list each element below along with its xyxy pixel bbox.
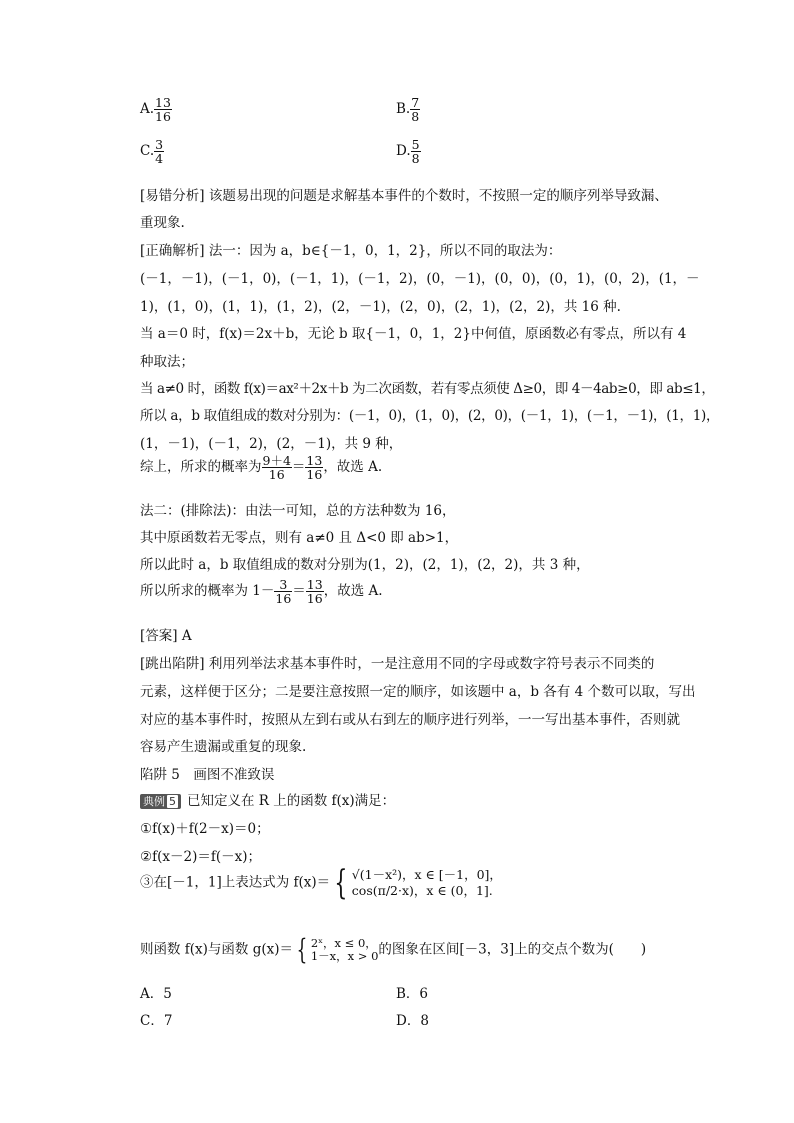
question xyxy=(140,933,647,966)
option-a xyxy=(140,96,172,123)
denominator: 16 xyxy=(306,467,323,483)
fraction xyxy=(411,138,421,165)
choice-c: C．7 xyxy=(140,1013,173,1029)
text: ，故选 A. xyxy=(323,583,383,600)
pitfall-line: 容易产生遗漏或重复的现象. xyxy=(140,739,307,755)
fraction xyxy=(305,454,323,481)
solution-line: 种取法； xyxy=(140,354,194,370)
solution-line: 所以此时 a，b 取值组成的数对分别为(1，2)，(2，1)，(2，2)，共 3 种， xyxy=(140,557,590,573)
text: 综上，所求的概率为 xyxy=(140,459,262,476)
numerator: 13 xyxy=(306,453,323,468)
denominator: 4 xyxy=(155,151,164,167)
numerator: 3 xyxy=(155,137,164,152)
text: 所以所求的概率为 1－ xyxy=(140,583,275,600)
denominator: 16 xyxy=(275,591,292,607)
piecewise-cases xyxy=(352,867,502,899)
pitfall-line: 对应的基本事件时，按照从左到右或从右到左的顺序进行列举，一一写出基本事件，否则就 xyxy=(140,712,680,728)
solution-line: (－1，－1)，(－1，0)，(－1，1)，(－1，2)，(0，－1)，(0，0)，(0，1)，(0，2)，(1，－ xyxy=(140,271,700,287)
case: cos(π/2·x)，x ∈ (0，1]. xyxy=(351,883,493,898)
condition-1: ①f(x)＋f(2－x)＝0； xyxy=(140,821,270,837)
fraction xyxy=(306,578,324,605)
denominator: 16 xyxy=(306,591,323,607)
text: 的图象在区间[－3，3]上的交点个数为( ) xyxy=(378,941,647,958)
choice-d: D．8 xyxy=(396,1013,429,1029)
numerator: 5 xyxy=(411,137,420,152)
choice-a: A．5 xyxy=(140,986,172,1002)
option-c xyxy=(140,138,164,165)
pitfall-line: [跳出陷阱] 利用列举法求基本事件时，一是注意用不同的字母或数字符号表示不同类的 xyxy=(140,656,655,672)
denominator: 16 xyxy=(155,109,171,125)
solution-line: 所以 a，b 取值组成的数对分别为：(－1，0)，(1，0)，(2，0)，(－1，1)，(－1，－1)，(1，1)， xyxy=(140,408,720,424)
numerator: 9＋4 xyxy=(262,453,291,468)
equals: ＝ xyxy=(291,459,306,476)
text: 则函数 f(x)与函数 g(x)＝ xyxy=(140,941,294,958)
case: 2ˣ，x ≤ 0， xyxy=(310,936,377,950)
solution-line: [正确解析] 法一：因为 a，b∈{－1，0，1，2}，所以不同的取法为： xyxy=(140,243,562,259)
equals: ＝ xyxy=(292,583,306,600)
solution-line: 当 a≠0 时，函数 f(x)＝ax²＋2x＋b 为二次函数，若有零点须使 Δ≥0，即 4－4ab≥0，即 ab≤1， xyxy=(140,381,715,397)
piecewise-cases xyxy=(311,937,379,963)
option-label: D. xyxy=(396,143,411,160)
fraction xyxy=(410,96,420,123)
choice-b: B．6 xyxy=(396,986,429,1002)
numerator: 13 xyxy=(306,577,323,592)
option-label: B. xyxy=(396,101,411,118)
error-analysis-line: [易错分析] 该题易出现的问题是求解基本事件的个数时，不按照一定的顺序列举导致漏、 xyxy=(140,188,668,204)
probability-line xyxy=(140,578,383,605)
denominator: 8 xyxy=(411,151,420,167)
example-badge xyxy=(140,794,181,809)
option-d xyxy=(396,138,421,165)
option-label: C. xyxy=(140,143,155,160)
option-b xyxy=(396,96,420,123)
numerator: 3 xyxy=(274,578,292,592)
error-analysis-line: 重现象. xyxy=(140,215,185,231)
case: √(1－x²)，x ∈ [－1，0]， xyxy=(351,867,502,882)
text: ，故选 A. xyxy=(323,459,383,476)
left-brace: { xyxy=(334,863,348,903)
case: 1－x，x > 0 xyxy=(310,949,379,963)
condition-2: ②f(x－2)＝f(－x)； xyxy=(140,849,261,865)
probability-line xyxy=(140,454,382,481)
denominator: 16 xyxy=(268,467,285,483)
left-brace: { xyxy=(296,933,308,966)
section-title: 陷阱 5 画图不准致误 xyxy=(140,767,275,783)
fraction xyxy=(262,454,292,481)
numerator: 13 xyxy=(155,95,171,110)
stem-text: 已知定义在 R 上的函数 f(x)满足： xyxy=(187,793,396,809)
pitfall-line: 元素，这样便于区分；二是要注意按照一定的顺序，如该题中 a，b 各有 4 个数可以取，写出 xyxy=(140,684,696,700)
solution-line: 1)，(1，0)，(1，1)，(1，2)，(2，－1)，(2，0)，(2，1)，(2，2)，共 16 种. xyxy=(140,299,621,315)
solution-line: (1，－1)，(－1，2)，(2，－1)，共 9 种， xyxy=(140,436,403,452)
solution-line: 法二：(排除法)：由法一可知，总的方法种数为 16， xyxy=(140,503,456,519)
solution-line: 当 a＝0 时，f(x)＝2x＋b，无论 b 取{－1，0，1，2}中何值，原函数必有零点，所以有 4 xyxy=(140,326,687,342)
example-stem xyxy=(140,789,395,809)
denominator: 8 xyxy=(411,109,420,125)
numerator: 7 xyxy=(411,95,420,110)
condition-3 xyxy=(140,863,502,903)
option-label: A. xyxy=(140,101,155,118)
text: ③在[－1，1]上表达式为 f(x)＝ xyxy=(140,874,331,891)
badge-number: 5 xyxy=(169,795,176,808)
fraction xyxy=(154,138,164,165)
badge-label: 典例 xyxy=(143,795,165,808)
fraction xyxy=(154,96,172,123)
answer: [答案] A xyxy=(140,628,192,644)
solution-line: 其中原函数若无零点，则有 a≠0 且 Δ<0 即 ab>1， xyxy=(140,530,459,546)
fraction xyxy=(274,578,292,605)
